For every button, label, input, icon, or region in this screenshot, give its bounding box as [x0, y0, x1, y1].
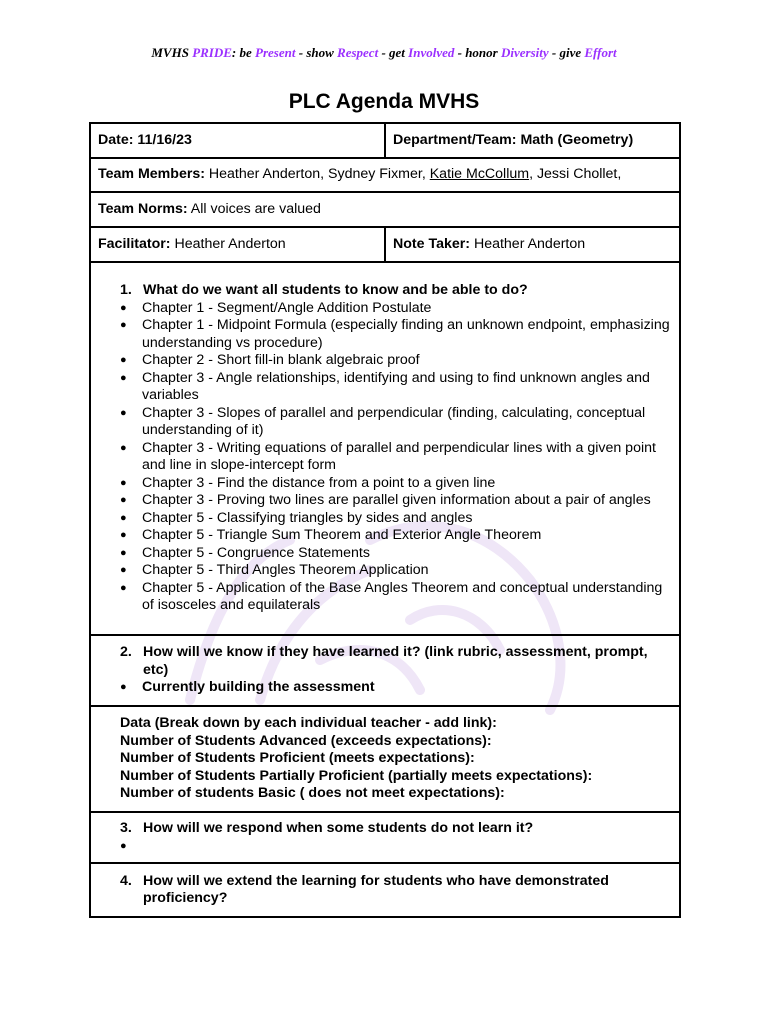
question-3-cell	[90, 812, 680, 863]
list-item-text: Chapter 5 - Third Angles Theorem Application	[142, 562, 429, 579]
question-number: 2.	[120, 644, 132, 661]
team-members-text-end: , Jessi Chollet,	[529, 166, 622, 183]
bullet: ●	[120, 354, 127, 367]
list-item-text: Chapter 3 - Angle relationships, identifying and using to find unknown angles and variables	[142, 369, 650, 404]
bullet: ●	[120, 839, 127, 852]
list-item	[120, 475, 672, 493]
list-item	[120, 317, 672, 352]
agenda-table	[89, 122, 681, 918]
list-item-text: Chapter 3 - Find the distance from a point to a given line	[142, 474, 496, 491]
list-item-text: Chapter 3 - Slopes of parallel and perpendicular (finding, calculating, conceptual understanding of it)	[142, 404, 646, 439]
response-list	[120, 838, 672, 856]
facilitator-label: Facilitator:	[98, 235, 171, 252]
list-item-text: Currently building the assessment	[142, 679, 375, 696]
list-item	[120, 370, 672, 405]
question-text: How will we respond when some students do not learn it?	[143, 820, 534, 836]
team-members-label: Team Members:	[98, 166, 205, 183]
data-line: Number of Students Advanced (exceeds expectations):	[120, 732, 492, 749]
learning-targets-list	[120, 300, 672, 615]
team-members-cell	[90, 158, 680, 192]
note-taker-cell	[385, 227, 680, 262]
data-line: Data (Break down by each individual teacher - add link):	[120, 715, 497, 732]
list-item	[120, 527, 672, 545]
question-number: 4.	[120, 872, 132, 889]
list-item-text: Chapter 5 - Triangle Sum Theorem and Exterior Angle Theorem	[142, 527, 542, 544]
bullet: ●	[120, 511, 127, 524]
list-item	[120, 300, 672, 318]
question-number: 1.	[120, 282, 132, 299]
motto-text: - give	[548, 45, 585, 60]
team-members-text: Heather Anderton, Sydney Fixmer,	[204, 166, 430, 183]
question-1	[120, 282, 672, 300]
list-item	[120, 562, 672, 580]
list-item	[120, 440, 672, 475]
bullet: ●	[120, 546, 127, 559]
question-text: How will we extend the learning for students who have demonstrated proficiency?	[143, 872, 609, 906]
question-1-cell	[90, 262, 680, 635]
page-title: PLC Agenda MVHS	[288, 90, 480, 113]
list-item	[120, 838, 672, 856]
team-norms-value: All voices are valued	[187, 200, 321, 217]
note-taker-label: Note Taker:	[393, 235, 470, 252]
motto-accent-word: Respect	[337, 45, 379, 60]
bullet: ●	[120, 681, 127, 694]
motto-accent-word: Effort	[584, 45, 617, 60]
department-cell: Department/Team: Math (Geometry)	[385, 123, 680, 158]
bullet: ●	[120, 441, 127, 454]
data-section-cell	[90, 706, 680, 812]
list-item-text: Chapter 1 - Segment/Angle Addition Postulate	[142, 299, 432, 316]
motto-accent-word: Present	[255, 45, 296, 60]
list-item	[120, 492, 672, 510]
question-4	[120, 873, 672, 908]
bullet: ●	[120, 476, 127, 489]
question-2-cell	[90, 635, 680, 706]
assessment-list	[120, 679, 672, 697]
list-item-text: Chapter 5 - Application of the Base Angles Theorem and conceptual understanding of isosceles and equilaterals	[142, 579, 663, 614]
list-item	[120, 679, 672, 697]
data-line: Number of Students Partially Proficient (partially meets expectations):	[120, 767, 593, 784]
motto-text: MVHS	[151, 45, 193, 60]
list-item-text: Chapter 1 - Midpoint Formula (especially finding an unknown endpoint, emphasizing understanding vs procedure)	[142, 317, 670, 351]
question-text: What do we want all students to know and be able to do?	[143, 282, 528, 299]
motto-text: : be	[231, 45, 256, 60]
bullet: ●	[120, 581, 127, 594]
motto-accent-word: Diversity	[500, 45, 549, 60]
data-line: Number of students Basic ( does not meet expectations):	[120, 785, 505, 802]
list-item-text: Chapter 3 - Writing equations of parallel and perpendicular lines with a given point and line in slope-intercept form	[142, 439, 656, 474]
data-line: Number of Students Proficient (meets expectations):	[120, 750, 475, 767]
list-item	[120, 510, 672, 528]
bullet: ●	[120, 301, 127, 314]
list-item	[120, 352, 672, 370]
note-taker-value: Heather Anderton	[470, 235, 586, 252]
question-2	[120, 644, 672, 679]
bullet: ●	[120, 406, 127, 419]
team-norms-cell	[90, 192, 680, 227]
bullet: ●	[120, 319, 127, 332]
team-norms-label: Team Norms:	[98, 200, 188, 217]
list-item-text: Chapter 3 - Proving two lines are parallel given information about a pair of angles	[142, 492, 651, 509]
list-item	[120, 545, 672, 563]
bullet: ●	[120, 494, 127, 507]
motto-accent-word: PRIDE	[192, 45, 232, 60]
question-number: 3.	[120, 820, 132, 836]
bullet: ●	[120, 529, 127, 542]
bullet: ●	[120, 564, 127, 577]
facilitator-value: Heather Anderton	[170, 235, 286, 252]
question-3	[120, 820, 672, 838]
list-item-text: Chapter 5 - Classifying triangles by sides and angles	[142, 509, 473, 526]
motto-text: - show	[295, 45, 338, 60]
team-member-link[interactable]: Katie McCollum	[429, 166, 530, 183]
question-4-cell	[90, 863, 680, 917]
list-item-text: Chapter 5 - Congruence Statements	[142, 544, 370, 561]
motto-accent-word: Involved	[408, 45, 455, 60]
motto-text: - honor	[454, 45, 501, 60]
list-item-text: Chapter 2 - Short fill-in blank algebraic proof	[142, 352, 420, 369]
list-item	[120, 580, 672, 615]
list-item	[120, 405, 672, 440]
motto-text: - get	[378, 45, 409, 60]
facilitator-cell	[90, 227, 385, 262]
question-text: How will we know if they have learned it? (link rubric, assessment, prompt, etc)	[143, 644, 648, 678]
pride-motto	[0, 45, 768, 61]
date-cell: Date: 11/16/23	[90, 123, 385, 158]
bullet: ●	[120, 371, 127, 384]
